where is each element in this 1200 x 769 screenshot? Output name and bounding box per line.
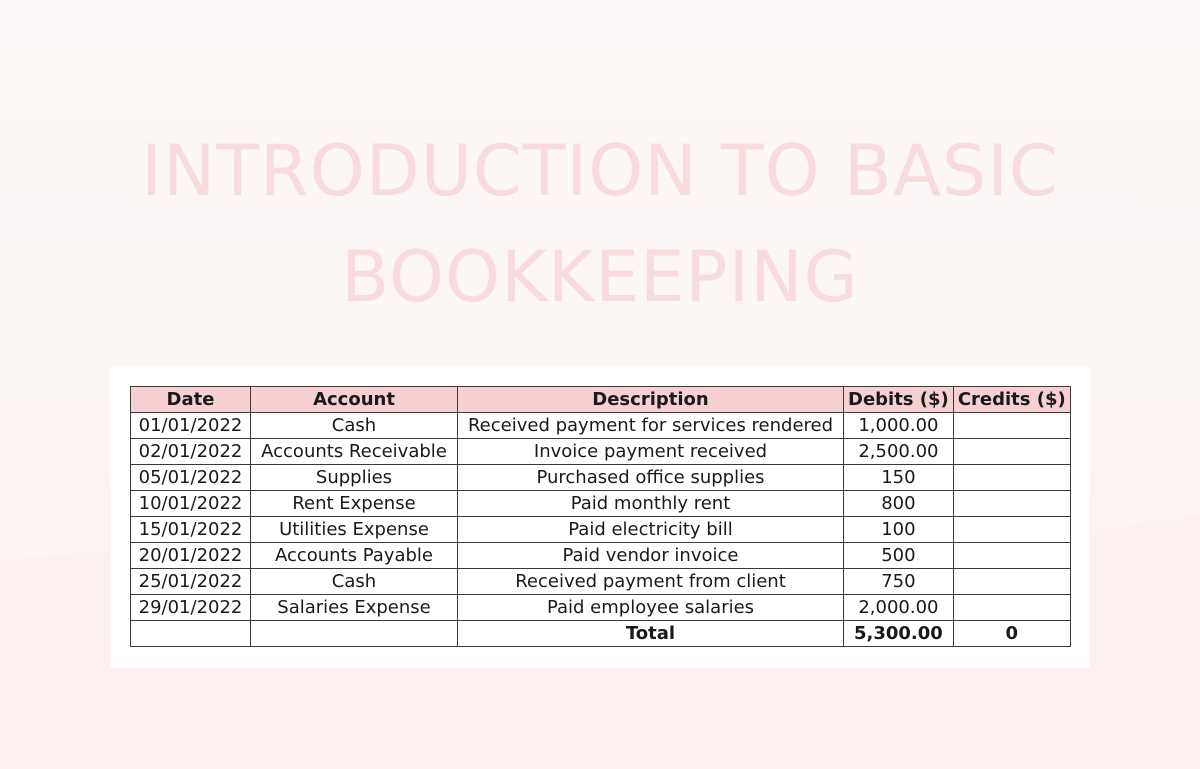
cell-account: Cash — [251, 569, 458, 595]
cell-account: Salaries Expense — [251, 595, 458, 621]
cell-description: Paid vendor invoice — [458, 543, 844, 569]
table-row — [131, 517, 1071, 543]
cell-debits: 150 — [844, 465, 954, 491]
cell-description: Received payment for services rendered — [458, 413, 844, 439]
cell-date: 01/01/2022 — [131, 413, 251, 439]
cell-date: 25/01/2022 — [131, 569, 251, 595]
cell-date: 10/01/2022 — [131, 491, 251, 517]
column-header-date: Date — [131, 387, 251, 413]
cell-debits: 1,000.00 — [844, 413, 954, 439]
cell-credits — [953, 465, 1070, 491]
table-row — [131, 491, 1071, 517]
cell-description: Received payment from client — [458, 569, 844, 595]
table-row — [131, 595, 1071, 621]
cell-description: Paid monthly rent — [458, 491, 844, 517]
table-row — [131, 413, 1071, 439]
cell-account: Accounts Receivable — [251, 439, 458, 465]
cell-account: Rent Expense — [251, 491, 458, 517]
total-label: Total — [458, 621, 844, 647]
cell-debits: 2,000.00 — [844, 595, 954, 621]
column-header-debits: Debits ($) — [844, 387, 954, 413]
cell-debits: 750 — [844, 569, 954, 595]
cell-description: Purchased office supplies — [458, 465, 844, 491]
ledger-sheet — [110, 366, 1090, 668]
column-header-account: Account — [251, 387, 458, 413]
total-credits: 0 — [953, 621, 1070, 647]
column-header-credits: Credits ($) — [953, 387, 1070, 413]
page-title-line-1: INTRODUCTION TO BASIC — [141, 130, 1059, 212]
cell-description: Invoice payment received — [458, 439, 844, 465]
cell-date: 29/01/2022 — [131, 595, 251, 621]
cell-debits: 500 — [844, 543, 954, 569]
cell-description: Paid electricity bill — [458, 517, 844, 543]
total-debits: 5,300.00 — [844, 621, 954, 647]
cell-credits — [953, 543, 1070, 569]
table-row — [131, 465, 1071, 491]
cell-account: Utilities Expense — [251, 517, 458, 543]
cell-account: Accounts Payable — [251, 543, 458, 569]
column-header-description: Description — [458, 387, 844, 413]
cell-account-empty — [251, 621, 458, 647]
cell-credits — [953, 439, 1070, 465]
table-row — [131, 439, 1071, 465]
cell-debits: 100 — [844, 517, 954, 543]
page-title — [0, 118, 1200, 330]
header-row — [131, 387, 1071, 413]
total-row — [131, 621, 1071, 647]
cell-description: Paid employee salaries — [458, 595, 844, 621]
cell-account: Supplies — [251, 465, 458, 491]
page-title-line-2: BOOKKEEPING — [341, 236, 859, 318]
cell-debits: 2,500.00 — [844, 439, 954, 465]
cell-account: Cash — [251, 413, 458, 439]
cell-date: 15/01/2022 — [131, 517, 251, 543]
cell-credits — [953, 491, 1070, 517]
cell-date-empty — [131, 621, 251, 647]
cell-date: 05/01/2022 — [131, 465, 251, 491]
cell-debits: 800 — [844, 491, 954, 517]
cell-credits — [953, 595, 1070, 621]
table-row — [131, 569, 1071, 595]
cell-credits — [953, 569, 1070, 595]
cell-credits — [953, 413, 1070, 439]
ledger-table — [130, 386, 1071, 647]
cell-credits — [953, 517, 1070, 543]
cell-date: 02/01/2022 — [131, 439, 251, 465]
cell-date: 20/01/2022 — [131, 543, 251, 569]
table-row — [131, 543, 1071, 569]
